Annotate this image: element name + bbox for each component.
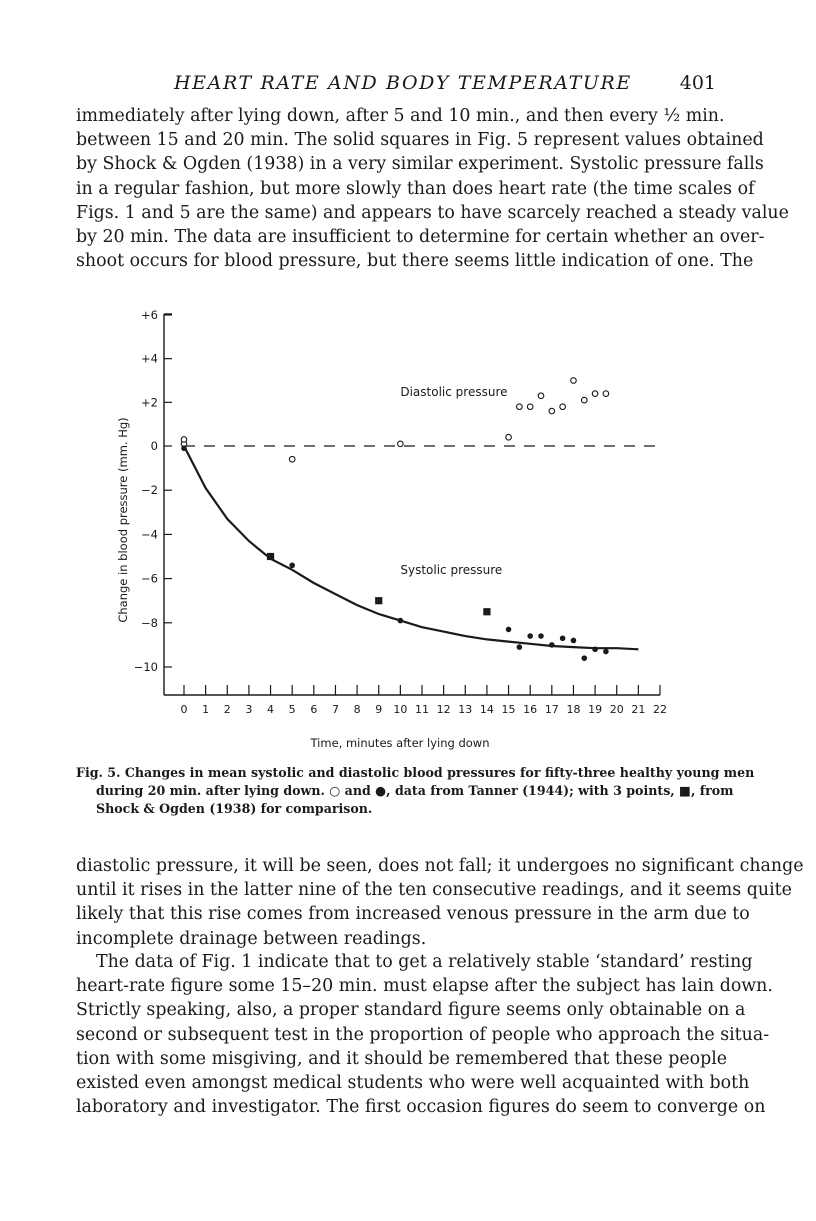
y-tick-label: −8	[141, 615, 158, 630]
x-tick-label: 18	[566, 703, 581, 716]
systolic-point	[560, 635, 566, 641]
systolic-point	[527, 633, 533, 639]
text-line: existed even amongst medical students who were well acquainted with both	[76, 1073, 750, 1094]
text-line: Figs. 1 and 5 are the same) and appears to have scarcely reached a steady value	[76, 202, 789, 223]
x-tick-label: 13	[458, 703, 473, 716]
x-tick-label: 9	[375, 703, 383, 716]
systolic-fit-curve	[184, 446, 638, 649]
x-tick-label: 5	[288, 703, 296, 716]
text-line: diastolic pressure, it will be seen, does not fall; it undergoes no significant change	[76, 856, 804, 876]
x-tick-label: 17	[544, 703, 559, 716]
text-line: by 20 min. The data are insufficient to determine for certain whether an over-	[76, 227, 765, 248]
x-tick-label: 22	[653, 703, 667, 716]
y-tick-label: +6	[141, 308, 158, 322]
caption-line: during 20 min. after lying down. ○ and ●, data from Tanner (1944); with 3 points, ■, from	[96, 783, 734, 798]
x-tick-label: 20	[609, 703, 624, 716]
y-tick-label: +2	[141, 395, 158, 410]
text-line: between 15 and 20 min. The solid squares in Fig. 5 represent values obtained	[76, 130, 764, 151]
text-line: by Shock & Ogden (1938) in a very similar experiment. Systolic pressure falls	[76, 154, 764, 175]
x-tick-label: 10	[393, 703, 408, 716]
x-tick-label: 3	[245, 703, 253, 716]
y-axis-label-group	[116, 417, 130, 622]
text-line: immediately after lying down, after 5 and 10 min., and then every ½ min.	[76, 106, 725, 126]
x-tick-label: 6	[310, 703, 318, 716]
y-tick-label: −2	[141, 483, 158, 498]
text-line: shoot occurs for blood pressure, but there seems little indication of one. The	[76, 251, 754, 272]
systolic-point	[581, 655, 587, 661]
series-annotation: Systolic pressure	[400, 563, 503, 578]
diastolic-point	[398, 441, 404, 447]
page-number: 401	[679, 72, 716, 94]
x-axis-label: Time, minutes after lying down	[310, 736, 490, 750]
y-axis-label: Change in blood pressure (mm. Hg)	[116, 417, 130, 623]
x-tick-label: 21	[631, 703, 646, 716]
x-tick-label: 19	[588, 703, 603, 716]
x-tick-label: 7	[331, 703, 339, 716]
diastolic-point	[549, 408, 555, 414]
diastolic-point	[571, 378, 577, 384]
systolic-point	[289, 563, 295, 569]
systolic-point	[571, 638, 577, 644]
x-tick-label: 15	[501, 703, 516, 716]
blood-pressure-figure	[100, 300, 700, 760]
y-tick-label: −4	[141, 527, 158, 542]
systolic-point	[517, 644, 523, 650]
figure-caption	[76, 764, 755, 818]
text-line: heart-rate figure some 15–20 min. must elapse after the subject has lain down.	[76, 976, 773, 997]
x-tick-label: 0	[180, 703, 188, 716]
text-line: laboratory and investigator. The first occasion figures do seem to converge on	[76, 1097, 766, 1118]
page-header	[76, 72, 716, 98]
y-tick-label: 0	[150, 439, 158, 453]
series-annotation: Diastolic pressure	[400, 384, 508, 399]
text-line: likely that this rise comes from increased venous pressure in the arm due to	[76, 904, 750, 925]
systolic-point	[603, 649, 609, 655]
diastolic-point	[506, 434, 512, 440]
y-tick-label: +4	[141, 351, 158, 366]
x-tick-label: 2	[223, 703, 231, 716]
x-tick-label: 1	[202, 703, 210, 716]
text-line: incomplete drainage between readings.	[76, 928, 427, 949]
systolic-point	[506, 627, 512, 633]
paragraph-1	[76, 104, 789, 273]
diastolic-point	[538, 393, 544, 399]
diastolic-point	[560, 404, 566, 410]
text-line: The data of Fig. 1 indicate that to get a relatively stable ‘standard’ resting	[96, 952, 753, 972]
shock-ogden-point	[483, 608, 490, 615]
paragraph-2	[76, 854, 804, 951]
chart-axes	[134, 308, 667, 716]
text-line: Strictly speaking, also, a proper standard figure seems only obtainable on a	[76, 1000, 746, 1021]
text-line: second or subsequent test in the proportion of people who approach the situa-	[76, 1024, 770, 1045]
caption-line: Shock & Ogden (1938) for comparison.	[96, 801, 373, 816]
diastolic-point	[289, 456, 295, 462]
diastolic-point	[592, 391, 598, 397]
y-tick-label: −6	[141, 571, 158, 586]
text-line: until it rises in the latter nine of the ten consecutive readings, and it seems quite	[76, 880, 792, 901]
y-tick-label: −10	[133, 660, 158, 674]
text-line: tion with some misgiving, and it should be remembered that these people	[76, 1048, 728, 1069]
diastolic-point	[527, 404, 533, 410]
x-tick-label: 11	[415, 703, 429, 716]
diastolic-point	[603, 391, 609, 397]
caption-line: Fig. 5. Changes in mean systolic and diastolic blood pressures for fifty-three healthy young men	[76, 765, 755, 780]
text-line: in a regular fashion, but more slowly than does heart rate (the time scales of	[76, 178, 755, 199]
paragraph-3	[76, 950, 773, 1119]
running-title: HEART RATE AND BODY TEMPERATURE	[174, 72, 632, 94]
x-tick-label: 12	[436, 703, 451, 716]
diastolic-point	[181, 437, 187, 443]
diastolic-point	[517, 404, 523, 410]
diastolic-point	[581, 397, 587, 403]
x-tick-label: 8	[353, 703, 361, 716]
x-tick-label: 4	[267, 703, 275, 716]
x-tick-label: 14	[479, 703, 494, 716]
chart-marks	[181, 378, 660, 661]
x-tick-label: 16	[523, 703, 538, 716]
shock-ogden-point	[375, 597, 382, 604]
systolic-point	[538, 633, 544, 639]
